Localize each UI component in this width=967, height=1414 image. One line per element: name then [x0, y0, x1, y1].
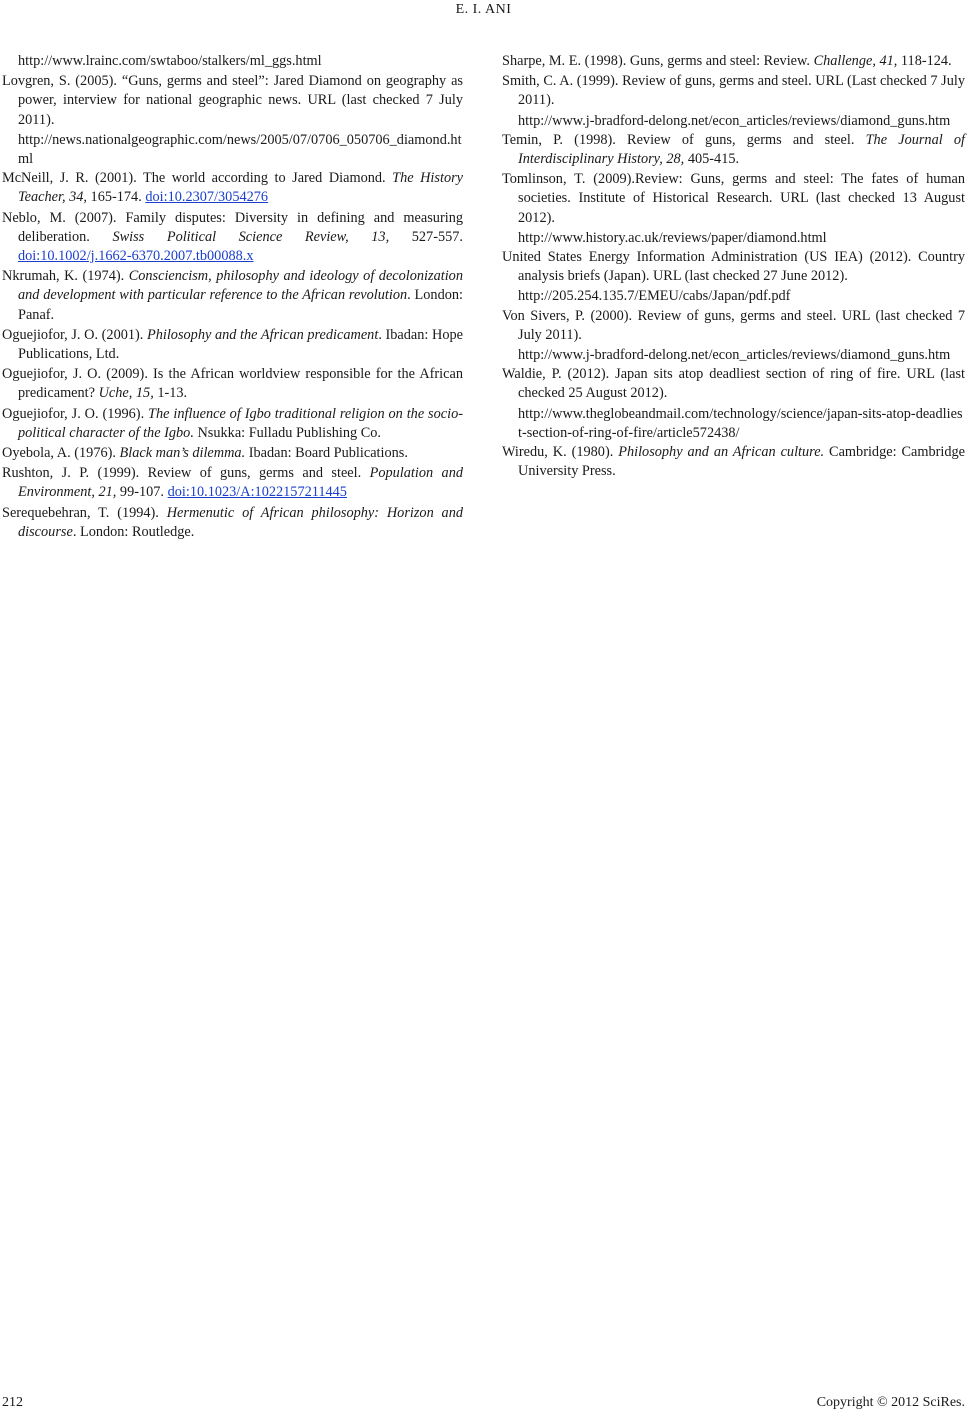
- reference-title: The Journal of Interdisciplinary History, 28,: [518, 131, 965, 168]
- reference-title: Philosophy and an African culture.: [618, 444, 825, 461]
- reference-entry-nkrumah: [2, 267, 463, 325]
- reference-text: 527-557.: [389, 228, 463, 245]
- reference-text: 118-124.: [897, 53, 952, 69]
- reference-entry-oguejiofor2009: [2, 365, 463, 403]
- reference-url[interactable]: http://205.254.135.7/EMEU/cabs/Japan/pdf.pdf: [518, 288, 791, 305]
- references-right-column: [502, 52, 965, 482]
- reference-url[interactable]: http://www.j-bradford-delong.net/econ_articles/reviews/diamond_guns.htm: [518, 112, 951, 129]
- reference-text: 405-415.: [684, 151, 740, 168]
- doi-link[interactable]: doi:10.2307/3054276: [145, 189, 269, 206]
- reference-entry-temin: [502, 131, 965, 169]
- reference-entry-useia: [502, 248, 965, 286]
- reference-text: 99-107.: [116, 484, 168, 501]
- reference-title: The influence of Igbo traditional religion on the socio-political character of the Igbo.: [18, 405, 463, 441]
- reference-text: 1-13.: [153, 385, 188, 402]
- reference-text: . London: Routledge.: [72, 523, 195, 540]
- reference-title: The History Teacher, 34,: [18, 170, 463, 206]
- reference-entry-smith: [502, 72, 965, 110]
- reference-entry-mcneill: [2, 169, 463, 207]
- reference-url[interactable]: http://www.j-bradford-delong.net/econ_articles/reviews/diamond_guns.htm: [518, 347, 951, 364]
- reference-text: . Ibadan: Hope Publications, Ltd.: [18, 326, 463, 363]
- reference-entry-tomlinson: [502, 170, 965, 228]
- reference-text: United States Energy Information Administration (US IEA) (2012). Country analysis briefs (Japan). URL (last checked 27 June 2012).: [502, 249, 965, 285]
- reference-url[interactable]: http://www.theglobeandmail.com/technology/science/japan-sits-atop-deadliest-section-of-ring-of-fire/article572438/: [518, 405, 963, 441]
- reference-text: Oyebola, A. (1976).: [2, 445, 120, 462]
- reference-title: Black man’s dilemma.: [119, 445, 246, 462]
- reference-text: Von Sivers, P. (2000). Review of guns, germs and steel. URL (last checked 7 July 2011).: [502, 307, 965, 343]
- reference-entry-oyebola: [2, 444, 463, 463]
- reference-text: Nkrumah, K. (1974).: [2, 268, 129, 285]
- reference-title: Hermenutic of African philosophy: Horizon and discourse: [18, 504, 464, 540]
- reference-text: Oguejiofor, J. O. (2009). Is the African worldview responsible for the African predicament?: [2, 366, 463, 402]
- reference-entry-neblo: [2, 209, 463, 267]
- reference-text: Neblo, M. (2007). Family disputes: Diversity in defining and measuring deliberation.: [2, 209, 463, 245]
- reference-entry-sharpe: [502, 52, 965, 71]
- reference-text: Smith, C. A. (1999). Review of guns, germs and steel. URL (Last checked 7 July 2011).: [502, 73, 965, 109]
- reference-text: Cambridge: Cambridge University Press.: [518, 444, 965, 480]
- reference-text: Oguejiofor, J. O. (1996).: [2, 405, 149, 422]
- reference-text: Serequebehran, T. (1994).: [2, 504, 167, 521]
- reference-text: Ibadan: Board Publications.: [245, 445, 408, 462]
- reference-text: Waldie, P. (2012). Japan sits atop deadliest section of ring of fire. URL (last checked 25 August 2012).: [502, 366, 965, 402]
- doi-link[interactable]: doi:10.1023/A:1022157211445: [167, 484, 347, 501]
- references-left-column: [2, 52, 463, 543]
- reference-text: Sharpe, M. E. (1998). Guns, germs and steel: Review.: [502, 53, 814, 69]
- reference-url[interactable]: http://www.lrainc.com/swtaboo/stalkers/ml_ggs.html: [18, 53, 322, 69]
- reference-entry-oguejiofor1996: [2, 405, 463, 443]
- reference-title: Consciencism, philosophy and ideology of decolonization and development with particular reference to the African revolution: [18, 268, 463, 304]
- reference-title: Population and Environment, 21,: [18, 465, 464, 501]
- reference-text: Oguejiofor, J. O. (2001).: [2, 326, 147, 343]
- reference-text: Lovgren, S. (2005). “Guns, germs and steel”: Jared Diamond on geography as power, interview for national geographic news. URL (last checked 7 July 2011).: [2, 73, 463, 128]
- reference-entry-lovgren: [2, 72, 463, 130]
- copyright-notice: Copyright © 2012 SciRes.: [816, 1395, 965, 1410]
- reference-text: Wiredu, K. (1980).: [502, 444, 619, 461]
- reference-entry-wiredu: [502, 443, 965, 481]
- reference-entry-rushton: [2, 464, 463, 502]
- reference-title: Uche, 15,: [98, 385, 154, 402]
- reference-url[interactable]: http://www.history.ac.uk/reviews/paper/diamond.html: [518, 229, 827, 246]
- reference-title: Philosophy and the African predicament: [146, 326, 379, 343]
- reference-list-left: [2, 72, 463, 542]
- reference-text: 165-174.: [86, 189, 146, 206]
- reference-text: Rushton, J. P. (1999). Review of guns, germs and steel.: [2, 465, 370, 482]
- reference-entry-vonsivers: [502, 307, 965, 345]
- reference-url[interactable]: http://news.nationalgeographic.com/news/2005/07/0706_050706_diamond.html: [18, 131, 462, 168]
- reference-text: Tomlinson, T. (2009).Review: Guns, germs and steel: The fates of human societies. Institute of Historical Research. URL (last checked 13 August 2012).: [502, 171, 965, 226]
- reference-entry-serequebehran: [2, 504, 463, 542]
- reference-text: McNeill, J. R. (2001). The world according to Jared Diamond.: [2, 170, 393, 187]
- reference-title: Swiss Political Science Review, 13,: [112, 228, 390, 245]
- reference-title: Challenge, 41,: [813, 53, 898, 69]
- reference-entry-oguejiofor2001: [2, 326, 463, 364]
- reference-list-right: [502, 52, 965, 481]
- running-head: E. I. ANI: [455, 2, 512, 17]
- page-number: 212: [2, 1395, 23, 1410]
- reference-text: Temin, P. (1998). Review of guns, germs and steel.: [502, 131, 866, 148]
- reference-entry-waldie: [502, 365, 965, 403]
- doi-link[interactable]: doi:10.1002/j.1662-6370.2007.tb00088.x: [18, 248, 254, 265]
- reference-text: Nsukka: Fulladu Publishing Co.: [193, 424, 381, 441]
- reference-text: . London: Panaf.: [18, 287, 463, 323]
